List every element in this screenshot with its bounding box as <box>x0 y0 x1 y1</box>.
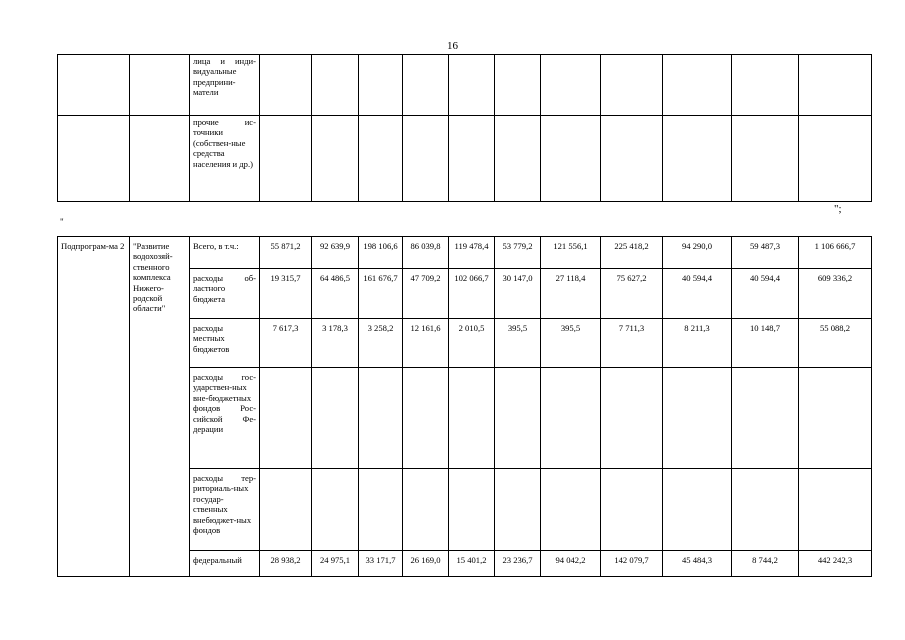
value-cell: 395,5 <box>541 319 601 368</box>
value-cell <box>732 469 799 551</box>
value-cell: 121 556,1 <box>541 237 601 269</box>
source-cell: расходы тер-риториаль-ных государ-ственных внебюджет-ных фондов <box>190 469 260 551</box>
table-row <box>58 116 872 202</box>
value-cell: 33 171,7 <box>359 551 403 577</box>
value-cell <box>449 469 495 551</box>
subprogram-table <box>57 236 872 577</box>
value-cell: 2 010,5 <box>449 319 495 368</box>
value-cell <box>260 368 312 469</box>
value-cell: 225 418,2 <box>601 237 663 269</box>
value-cell: 161 676,7 <box>359 269 403 319</box>
value-cell <box>312 368 359 469</box>
value-cell <box>799 368 872 469</box>
source-cell: расходы местных бюджетов <box>190 319 260 368</box>
value-cell <box>359 368 403 469</box>
value-cell: 45 484,3 <box>663 551 732 577</box>
value-cell: 15 401,2 <box>449 551 495 577</box>
value-cell: 28 938,2 <box>260 551 312 577</box>
value-cell: 609 336,2 <box>799 269 872 319</box>
value-cell: 53 779,2 <box>495 237 541 269</box>
value-cell: 64 486,5 <box>312 269 359 319</box>
value-cell <box>312 469 359 551</box>
page-number: 16 <box>447 40 458 52</box>
value-cell <box>449 368 495 469</box>
value-cell: 142 079,7 <box>601 551 663 577</box>
value-cell: 10 148,7 <box>732 319 799 368</box>
value-cell: 55 871,2 <box>260 237 312 269</box>
value-cell: 86 039,8 <box>403 237 449 269</box>
value-cell: 75 627,2 <box>601 269 663 319</box>
value-cell <box>260 469 312 551</box>
program-cell: Подпрограм-ма 2 <box>58 237 130 577</box>
value-cell: 92 639,9 <box>312 237 359 269</box>
value-cell: 119 478,4 <box>449 237 495 269</box>
value-cell <box>732 368 799 469</box>
table-row <box>58 55 872 116</box>
value-cell <box>799 469 872 551</box>
value-cell: 7 617,3 <box>260 319 312 368</box>
value-cell: 30 147,0 <box>495 269 541 319</box>
value-cell: 24 975,1 <box>312 551 359 577</box>
value-cell: 7 711,3 <box>601 319 663 368</box>
value-cell <box>541 469 601 551</box>
value-cell: 26 169,0 <box>403 551 449 577</box>
value-cell: 198 106,6 <box>359 237 403 269</box>
value-cell: 47 709,2 <box>403 269 449 319</box>
source-cell: прочие ис-точники (собствен-ные средства населения и др.) <box>190 116 260 202</box>
value-cell <box>541 368 601 469</box>
value-cell: 442 242,3 <box>799 551 872 577</box>
value-cell: 8 211,3 <box>663 319 732 368</box>
value-cell: 40 594,4 <box>732 269 799 319</box>
value-cell: 94 290,0 <box>663 237 732 269</box>
value-cell: 8 744,2 <box>732 551 799 577</box>
value-cell: 102 066,7 <box>449 269 495 319</box>
source-cell: лица и инди-видуальные предприни-матели <box>190 55 260 116</box>
value-cell <box>601 469 663 551</box>
value-cell: 94 042,2 <box>541 551 601 577</box>
value-cell: 59 487,3 <box>732 237 799 269</box>
value-cell: 23 236,7 <box>495 551 541 577</box>
value-cell: 3 178,3 <box>312 319 359 368</box>
value-cell <box>495 469 541 551</box>
source-cell: расходы гос-ударствен-ных вне-бюджетных фондов Рос-сийской Фе-дерации <box>190 368 260 469</box>
source-cell: Всего, в т.ч.: <box>190 237 260 269</box>
value-cell: 19 315,7 <box>260 269 312 319</box>
value-cell <box>663 469 732 551</box>
value-cell <box>403 469 449 551</box>
value-cell <box>359 469 403 551</box>
subprogram-title-cell: "Развитие водохозяй-ственного комплекса Нижего-родской области" <box>130 237 190 577</box>
value-cell: 55 088,2 <box>799 319 872 368</box>
value-cell: 1 106 666,7 <box>799 237 872 269</box>
value-cell <box>495 368 541 469</box>
value-cell: 3 258,2 <box>359 319 403 368</box>
closing-quote: "; <box>834 203 842 215</box>
value-cell <box>403 368 449 469</box>
source-cell: расходы об-ластного бюджета <box>190 269 260 319</box>
value-cell <box>601 368 663 469</box>
opening-quote: " <box>60 217 64 227</box>
continuation-table <box>57 54 872 202</box>
source-cell: федеральный <box>190 551 260 577</box>
value-cell: 395,5 <box>495 319 541 368</box>
table-row <box>58 237 872 269</box>
value-cell: 40 594,4 <box>663 269 732 319</box>
value-cell <box>663 368 732 469</box>
value-cell: 27 118,4 <box>541 269 601 319</box>
value-cell: 12 161,6 <box>403 319 449 368</box>
